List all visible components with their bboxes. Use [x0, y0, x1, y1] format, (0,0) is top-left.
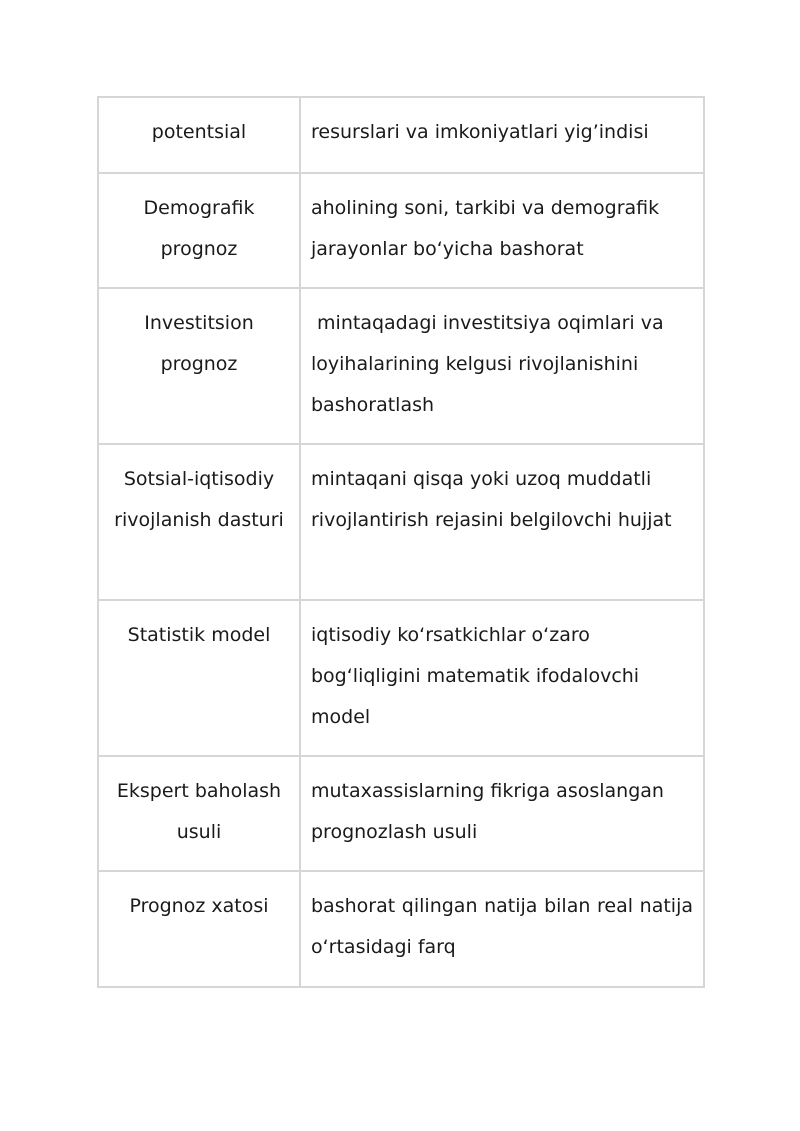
- term-cell: potentsial: [98, 97, 300, 173]
- table-row: [98, 600, 704, 756]
- term-cell: Ekspert baholash usuli: [98, 756, 300, 871]
- definition-cell: mintaqadagi investitsiya oqimlari va loyihalarining kelgusi rivojlanishini bashoratlash: [300, 288, 704, 444]
- definition-cell: iqtisodiy ko‘rsatkichlar o‘zaro bog‘liqligini matematik ifodalovchi model: [300, 600, 704, 756]
- definition-cell: aholining soni, tarkibi va demografik jarayonlar bo‘yicha bashorat: [300, 173, 704, 288]
- definition-cell: mutaxassislarning fikriga asoslangan prognozlash usuli: [300, 756, 704, 871]
- term-cell: Demografik prognoz: [98, 173, 300, 288]
- glossary-table: [97, 96, 705, 988]
- table-row: [98, 288, 704, 444]
- term-cell: Statistik model: [98, 600, 300, 756]
- definition-cell: resurslari va imkoniyatlari yig’indisi: [300, 97, 704, 173]
- table-row: [98, 871, 704, 987]
- table-row: [98, 97, 704, 173]
- term-cell: Investitsion prognoz: [98, 288, 300, 444]
- term-cell: Sotsial-iqtisodiy rivojlanish dasturi: [98, 444, 300, 600]
- term-cell: Prognoz xatosi: [98, 871, 300, 987]
- definition-cell: bashorat qilingan natija bilan real natija o‘rtasidagi farq: [300, 871, 704, 987]
- table-row: [98, 173, 704, 288]
- table-row: [98, 444, 704, 600]
- table-row: [98, 756, 704, 871]
- definition-cell: mintaqani qisqa yoki uzoq muddatli rivojlantirish rejasini belgilovchi hujjat: [300, 444, 704, 600]
